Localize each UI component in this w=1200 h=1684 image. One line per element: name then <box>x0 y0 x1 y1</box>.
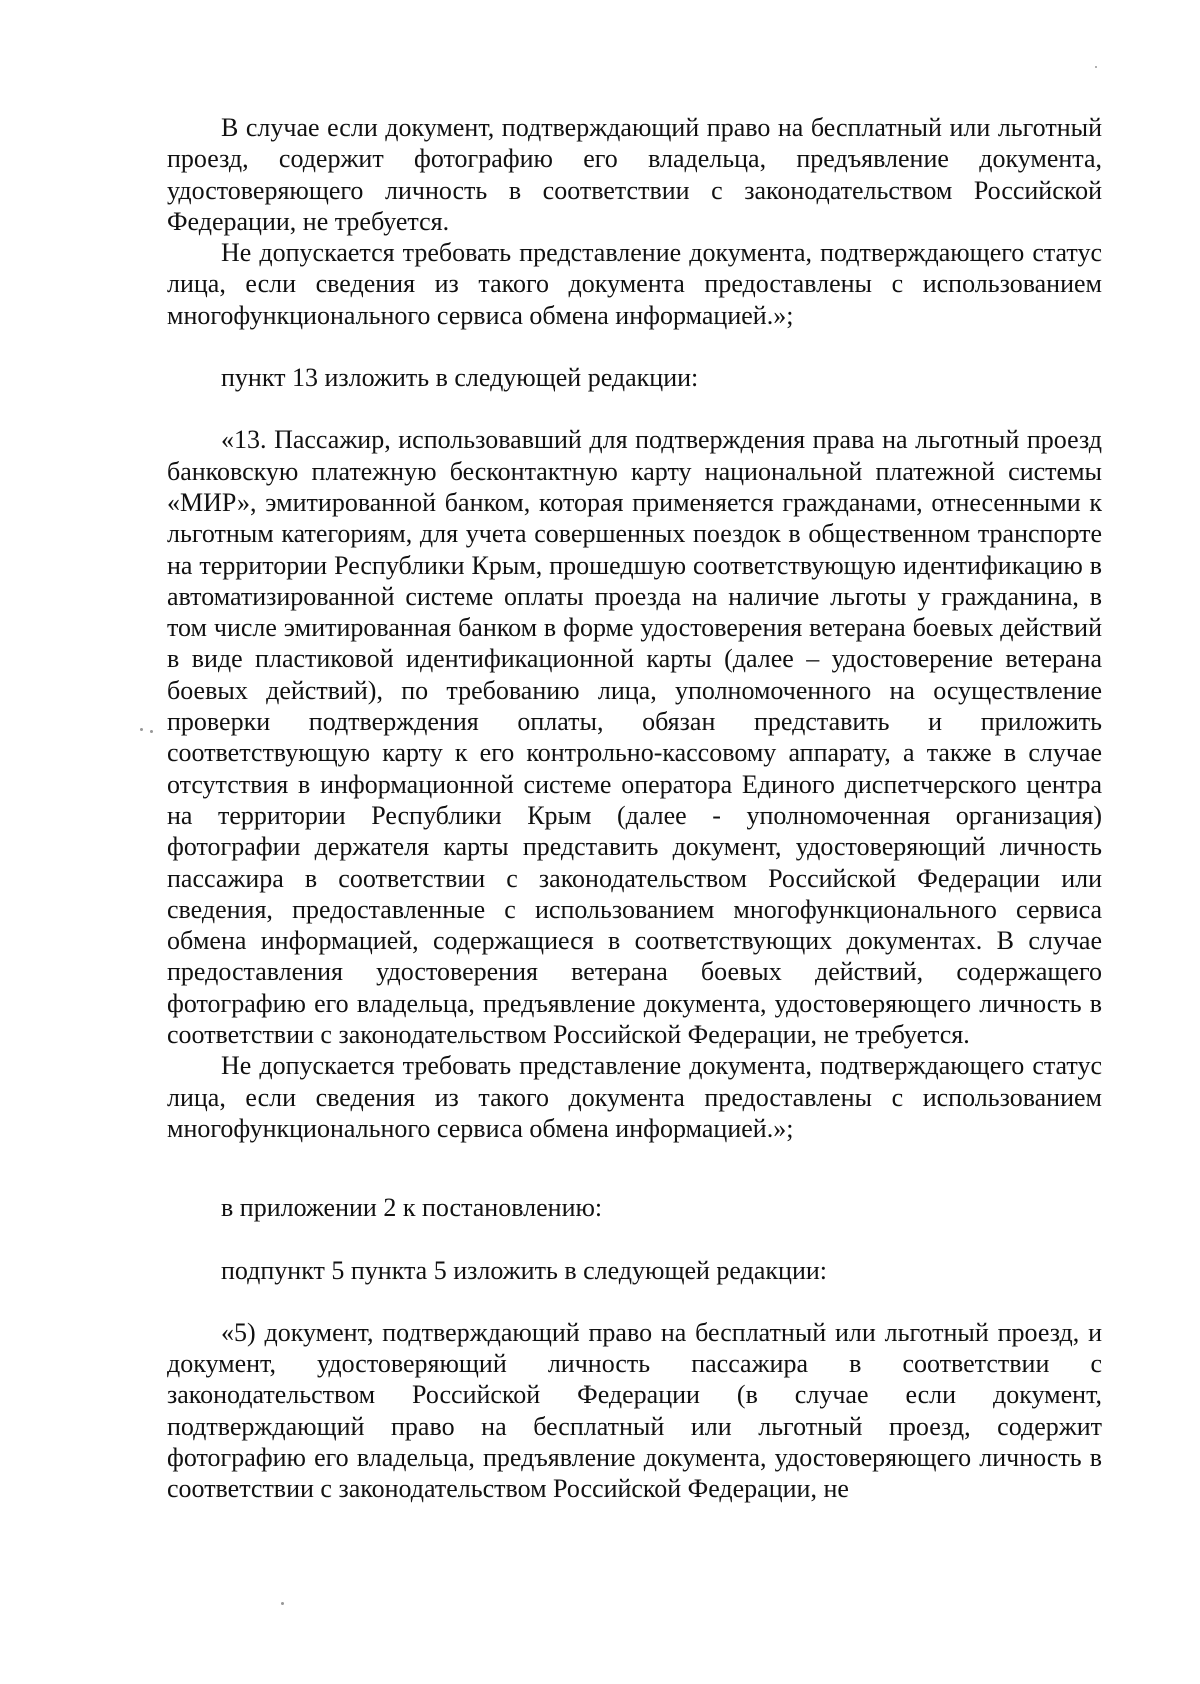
scan-speck <box>1095 66 1097 68</box>
paragraph-subitem-5-intro: подпункт 5 пункта 5 изложить в следующей редакции: <box>221 1255 827 1285</box>
paragraph-item-13-intro: пункт 13 изложить в следующей редакции: <box>221 363 699 393</box>
paragraph-status-requirement-repeat: Не допускается требовать представление документа, подтверждающего статус лица, если сведения из такого документа предоставлены с использованием многофункционального сервиса обмена информацией.»; <box>167 1051 1102 1143</box>
paragraph-item-13-text: «13. Пассажир, использовавший для подтверждения права на льготный проезд банковскую платежную бесконтактную карту национальной платежной системы «МИР», эмитированной банком, которая применяется гражданами, отнесенными к льготным категориям, для учета совершенных поездок в общественном транспорте на территории Республики Крым, прошедшую соответствующую идентификацию в автоматизированной системе оплаты проезда на наличие льготы у гражданина, в том числе эмитированная банком в форме удостоверения ветерана боевых действий в виде пластиковой идентификационной карты (далее – удостоверение ветерана боевых действий), по требованию лица, уполномоченного на осуществление проверки подтверждения оплаты, обязан представить и приложить соответствующую карту к его контрольно-кассовому аппарату, а также в случае отсутствия в информационной системе оператора Единого диспетчерского центра на территории Республики Крым (далее - уполномоченная организация) фотографии держателя карты представить документ, удостоверяющий личность пассажира в соответствии с законодательством Российской Федерации или сведения, предоставленные с использованием многофункционального сервиса обмена информацией, содержащиеся в соответствующих документах. В случае предоставления удостоверения ветерана боевых действий, содержащего фотографию его владельца, предъявление документа, удостоверяющего личность в соответствии с законодательством Российской Федерации, не требуется. <box>167 425 1102 1050</box>
scan-speck <box>150 730 153 733</box>
scan-speck <box>140 728 143 731</box>
paragraph-subitem-5-text: «5) документ, подтверждающий право на бесплатный или льготный проезд, и документ, удостоверяющий личность пассажира в соответствии с законодательством Российской Федерации (в случае если документ, подтверждающий право на бесплатный или льготный проезд, содержит фотографию его владельца, предъявление документа, удостоверяющего личность в соответствии с законодательством Российской Федерации, не <box>167 1317 1102 1504</box>
paragraph-photo-exemption: В случае если документ, подтверждающий право на бесплатный или льготный проезд, содержит фотографию его владельца, предъявление документа, удостоверяющего личность в соответствии с законодательством Российской Федерации, не требуется. <box>167 113 1102 236</box>
document-body <box>167 112 1102 1505</box>
scan-speck <box>281 1602 284 1605</box>
paragraph-appendix-2: в приложении 2 к постановлению: <box>221 1193 603 1223</box>
paragraph-status-requirement: Не допускается требовать представление документа, подтверждающего статус лица, если сведения из такого документа предоставлены с использованием многофункционального сервиса обмена информацией.»; <box>167 238 1102 330</box>
